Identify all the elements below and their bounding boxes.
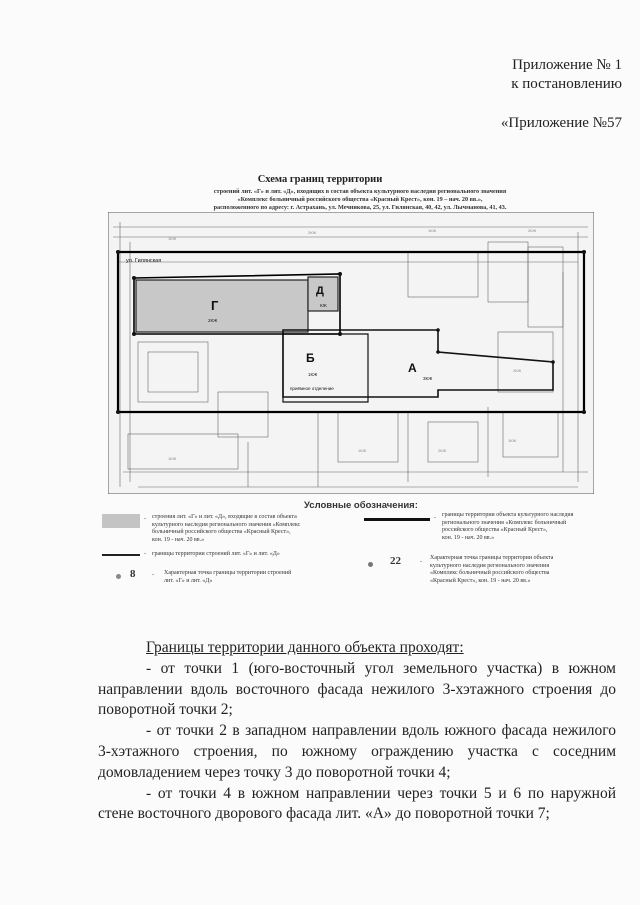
scheme-subtitle-1: строений лит. «Г» и лит. «Д», входящих в состав объекта культурного наследия регионального значения <box>213 188 507 195</box>
map-label-a: А <box>408 361 417 375</box>
appendix-number: Приложение № 1 <box>512 57 622 73</box>
map-label-d: Д <box>316 285 324 297</box>
map-label-d-floors: КЖ <box>320 303 327 308</box>
legend-item-buildings: строения лит. «Г» и лит. «Д», входящие в состав объекта культурного наследия регионального значения «Комплекс больничный российского общества «Красный Крест», кон. 19 - нач. 20 вв.» <box>152 514 301 543</box>
svg-text:1КЖ: 1КЖ <box>508 438 517 443</box>
legend-dash-4: - <box>434 515 436 521</box>
boundary-heading: Границы территории данного объекта проходят: <box>146 639 464 656</box>
legend-point-number-22: 22 <box>390 555 401 567</box>
scheme-title: Схема границ территории <box>257 174 383 185</box>
legend-dash-2: - <box>144 551 146 557</box>
legend-point-number-8: 8 <box>130 568 136 580</box>
boundary-paragraph-3: - от точки 4 в южном направлении через точки 5 и 6 по наружной стене восточного дворового фасада лит. «А» до поворотной точки 7; <box>98 784 616 823</box>
boundary-description <box>98 638 616 825</box>
svg-text:1КЖ: 1КЖ <box>428 228 437 233</box>
svg-text:2КЖ: 2КЖ <box>528 228 537 233</box>
map-label-b: Б <box>306 351 315 365</box>
legend-line-gd-boundary <box>102 554 140 556</box>
appendix-resolution-ref: к постановлению <box>511 76 622 92</box>
legend-title: Условные обозначения: <box>304 500 418 511</box>
map-label-g-floors: 2КЖ <box>208 318 218 323</box>
svg-text:1КЖ: 1КЖ <box>358 448 367 453</box>
map-label-g: Г <box>211 298 219 313</box>
svg-text:2КЖ: 2КЖ <box>308 230 317 235</box>
boundary-paragraph-1: - от точки 1 (юго-восточный угол земельного участка) в южном направлении вдоль восточного фасада нежилого 3-хэтажного строения до поворотной точки 2; <box>98 659 616 719</box>
boundary-paragraph-2: - от точки 2 в западном направлении вдоль южного фасада нежилого 3-хэтажного строения, по южному ограждению участка с соседним домовладением через точку 3 до поворотной точки 4; <box>98 722 616 781</box>
legend-item-gd-point: Характерная точка границы территории строений лит. «Г» и лит. «Д» <box>164 570 292 584</box>
appendix-header <box>511 56 622 94</box>
legend-dash-5: - <box>420 559 422 565</box>
map-label-b-floors: 1КЖ <box>308 372 318 377</box>
legend-point-marker-small <box>116 574 121 579</box>
legend-dash-1: - <box>144 516 146 522</box>
building-lit-g-highlight <box>136 280 308 332</box>
scheme-subtitle-3: расположенного по адресу: г. Астрахань, ул. Мечникова, 25, ул. Гилянская, 40, 42, ул. Лычманова, 41, 43. <box>213 204 507 211</box>
scheme-subtitle-2: «Комплекс больничный российского общества «Красный Крест», кон. 19 – нач. 20 вв.», <box>237 196 483 203</box>
appendix-57-label: «Приложение №57 <box>500 115 622 131</box>
svg-text:1КЖ: 1КЖ <box>168 236 177 241</box>
legend-item-gd-boundary: границы территории строений лит. «Г» и лит. «Д» <box>152 551 280 557</box>
legend-line-okn-boundary <box>364 518 430 521</box>
svg-text:1КЖ: 1КЖ <box>168 456 177 461</box>
legend-point-marker-large <box>368 562 373 567</box>
site-plan-map <box>108 212 594 494</box>
map-label-a-floors: 3КЖ <box>423 376 433 381</box>
legend-swatch-buildings <box>102 514 140 528</box>
street-label: ул. Гилянская <box>126 258 162 264</box>
legend-item-okn-boundary: границы территории объекта культурного наследия регионального значения «Комплекс больничный российского общества «Красный Крест», кон. 19 - нач. 20 вв.» <box>442 512 574 541</box>
svg-text:2КЖ: 2КЖ <box>438 448 447 453</box>
legend-item-okn-point: Характерная точка границы территории объекта культурного наследия регионального значения «Комплекс больничный российского общества «Красный Крест», кон. 19 - нач. 20 вв.» <box>430 555 554 584</box>
legend-dash-3: - <box>152 572 154 578</box>
map-label-b-note: приёмное отделение <box>290 386 334 391</box>
svg-text:2КЖ: 2КЖ <box>513 368 522 373</box>
map-legend <box>96 500 616 610</box>
